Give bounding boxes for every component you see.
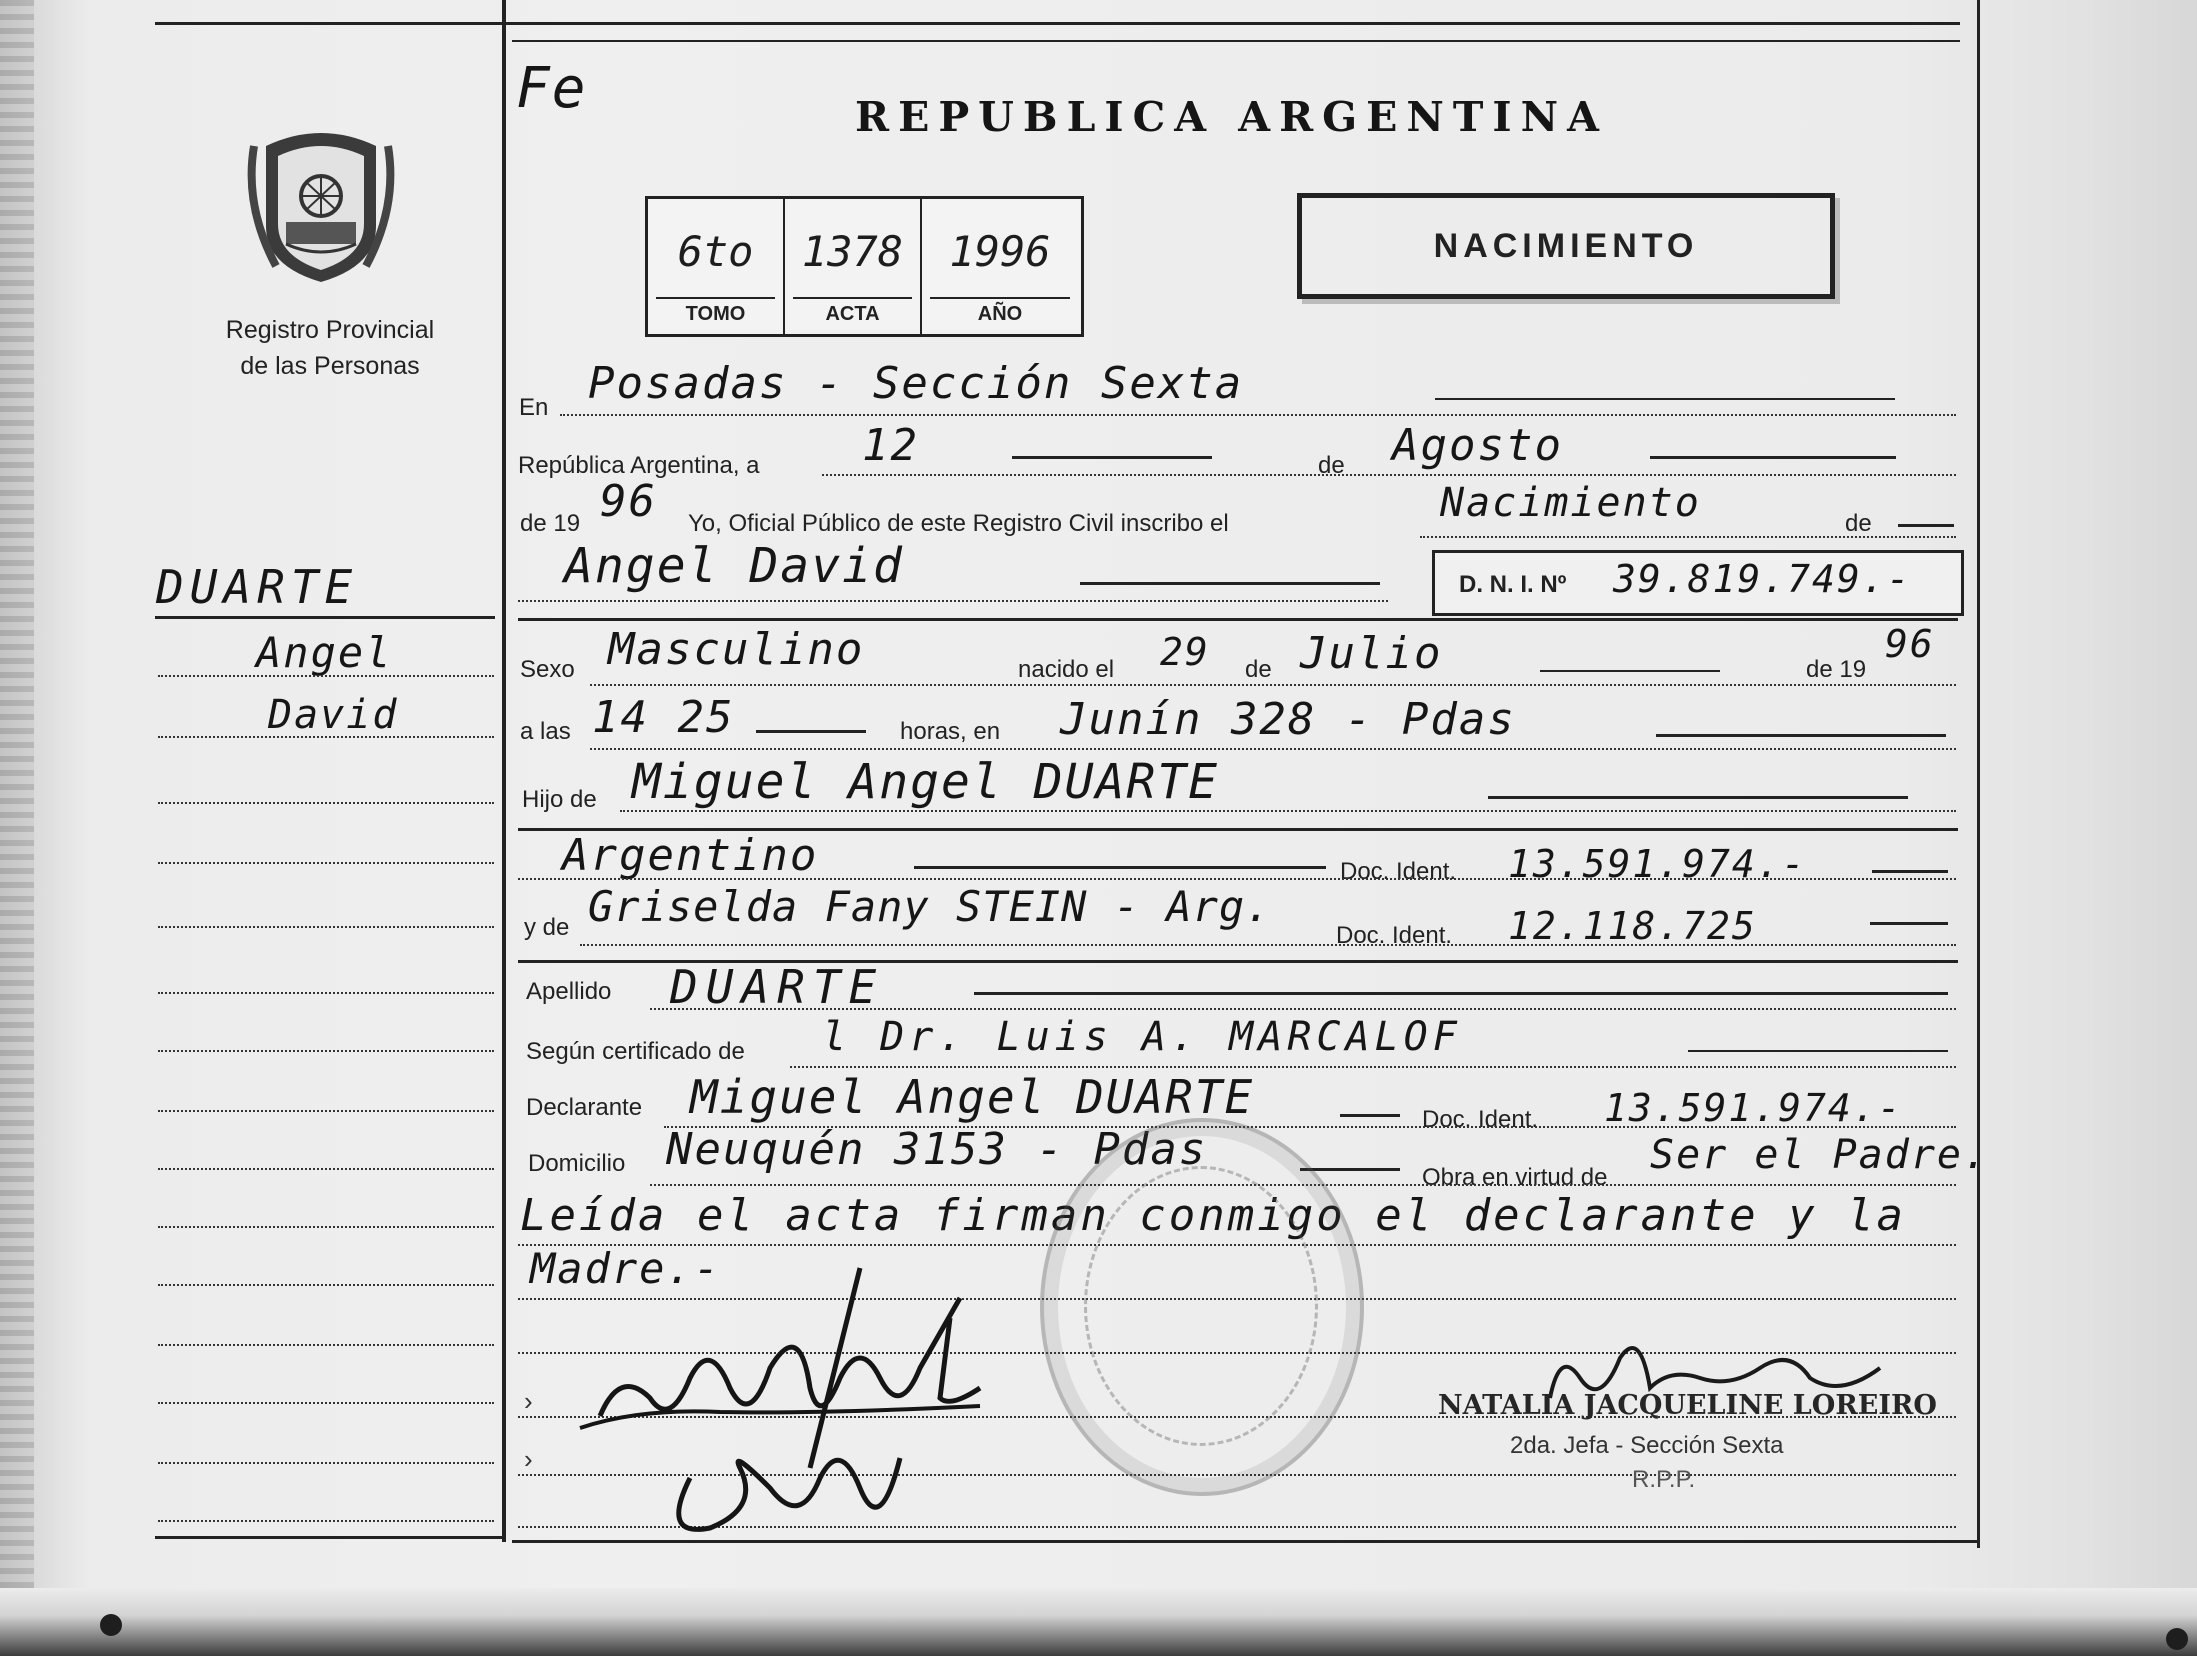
person-name-value: Angel David: [564, 538, 904, 594]
mother-doc-value: 12.118.725: [1508, 904, 1757, 948]
ano-cell: [922, 199, 1078, 334]
province-seal: [246, 126, 396, 286]
ano-label: AÑO: [930, 297, 1070, 326]
observation-line-1: Leída el acta firman conmigo el declarante y la: [520, 1190, 1907, 1241]
line-name: [518, 600, 1388, 602]
margin-surname: DUARTE: [156, 560, 359, 614]
birth-place-value: Junín 328 - Pdas: [1060, 694, 1516, 745]
line-act: [1420, 536, 1956, 538]
fill-dash: [1872, 870, 1948, 873]
fill-dash: [1300, 1168, 1400, 1171]
left-bottom-rule: [155, 1536, 505, 1539]
father-doc-value: 13.591.974.-: [1508, 842, 1807, 886]
margin-line: [158, 1344, 494, 1346]
chevron-right-icon: ›: [524, 1444, 533, 1474]
yde-label: y de: [524, 914, 570, 941]
fill-dash: [1688, 1050, 1948, 1052]
act-value: Nacimiento: [1440, 480, 1701, 526]
tomo-cell: [648, 199, 783, 334]
certificate-value: l Dr. Luis A. MARCALOF: [822, 1014, 1462, 1060]
fill-dash: [914, 866, 1326, 869]
registry-name-line1: Registro Provincial: [225, 316, 435, 344]
margin-line: [158, 1284, 494, 1286]
de19-label: de 19: [520, 510, 581, 537]
fill-dash: [1870, 922, 1948, 925]
father-value: Miguel Angel DUARTE: [632, 754, 1220, 810]
margin-name-2: David: [268, 692, 399, 738]
obra-value: Ser el Padre.: [1650, 1132, 1990, 1178]
line-en: [560, 414, 1956, 416]
birth-time-value: 14 25: [592, 692, 735, 743]
chevron-right-icon: ›: [524, 1386, 533, 1416]
margin-line: [158, 862, 494, 864]
fill-dash: [1656, 734, 1946, 737]
fill-dash: [1650, 456, 1896, 459]
year-value: 96: [600, 476, 657, 527]
margin-line: [158, 1110, 494, 1112]
binding-hole: [2166, 1628, 2188, 1650]
line-nat: [518, 878, 1956, 880]
declarant-value: Miguel Angel DUARTE: [690, 1070, 1255, 1124]
binding-hole: [100, 1614, 122, 1636]
fill-dash: [1488, 796, 1908, 799]
yo-label: Yo, Oficial Público de este Registro Civil inscribo el: [688, 510, 1229, 537]
horas-label: horas, en: [900, 718, 1001, 745]
right-border: [1977, 0, 1980, 1548]
de-label-2: de: [1245, 656, 1272, 683]
margin-line: [158, 1226, 494, 1228]
margin-line: [158, 802, 494, 804]
day-value: 12: [862, 420, 919, 471]
line-apellido: [650, 1008, 1956, 1010]
ano-value: 1996: [949, 227, 1051, 276]
place-value: Posadas - Sección Sexta: [588, 358, 1244, 409]
observation-line-2: Madre.-: [530, 1244, 722, 1293]
declarant-doc-value: 13.591.974.-: [1604, 1086, 1903, 1130]
nacido-label: nacido el: [1018, 656, 1115, 683]
fill-dash: [1340, 1114, 1400, 1117]
document-type-box: NACIMIENTO: [1297, 193, 1835, 299]
dni-label: D. N. I. Nº: [1459, 571, 1567, 598]
fill-dash: [1012, 456, 1212, 459]
fill-dash: [1898, 524, 1954, 527]
acta-cell: [785, 199, 920, 334]
margin-line: [158, 1462, 494, 1464]
fill-dash: [1540, 670, 1720, 672]
official-code: R.P.P.: [1632, 1466, 1696, 1493]
domicilio-label: Domicilio: [528, 1150, 626, 1177]
margin-line: [158, 1520, 494, 1522]
mother-doc-label: Doc. Ident.: [1336, 922, 1453, 949]
line-sexo: [590, 684, 1956, 686]
stamp-inner-ring: [1084, 1166, 1318, 1446]
seal-icon: [246, 126, 396, 286]
segun-label: Según certificado de: [526, 1038, 745, 1065]
dni-box: [1432, 550, 1964, 616]
birth-day-value: 29: [1160, 630, 1210, 674]
line-date: [822, 474, 1956, 476]
fe-annotation: Fe: [516, 56, 588, 121]
fill-dash: [756, 730, 866, 733]
margin-line: [158, 736, 494, 738]
de-label: de: [1318, 452, 1345, 479]
section-rule: [518, 618, 1958, 621]
tomo-value: 6to: [677, 227, 754, 276]
tomo-label: TOMO: [656, 297, 775, 326]
page-bottom-edge: [0, 1588, 2197, 1656]
column-divider: [502, 0, 506, 1542]
registry-name-line2: de las Personas: [240, 352, 420, 380]
margin-line: [158, 992, 494, 994]
registry-box: [645, 196, 1084, 337]
official-name: NATALIA JACQUELINE LOREIRO: [1438, 1390, 1937, 1421]
margin-name-1: Angel: [256, 628, 393, 677]
birth-month-value: Julio: [1300, 628, 1443, 679]
declarant-signature: [560, 1238, 1020, 1548]
line-hijo: [620, 810, 1956, 812]
father-doc-label: Doc. Ident.: [1340, 858, 1457, 885]
book-binding: [0, 0, 34, 1656]
fill-dash: [974, 992, 1948, 995]
document-title: REPUBLICA ARGENTINA: [855, 93, 1608, 141]
acta-label: ACTA: [793, 297, 912, 326]
surname-value: DUARTE: [670, 960, 885, 1014]
apellido-label: Apellido: [526, 978, 612, 1005]
obra-label: Obra en virtud de: [1422, 1164, 1608, 1191]
margin-line: [158, 675, 494, 677]
fill-dash: [1080, 582, 1380, 585]
line-mother: [580, 944, 1956, 946]
margin-line: [158, 926, 494, 928]
birth-year-value: 96: [1885, 622, 1935, 666]
margin-line: [158, 1402, 494, 1404]
declarante-label: Declarante: [526, 1094, 643, 1121]
en-label: En: [519, 394, 549, 421]
margin-line: [158, 1050, 494, 1052]
address-value: Neuquén 3153 - Pdas: [666, 1124, 1208, 1175]
sexo-label: Sexo: [520, 656, 575, 683]
line-alas: [590, 748, 1956, 750]
registry-name: [150, 312, 510, 384]
mother-value: Griselda Fany STEIN - Arg.: [588, 882, 1272, 931]
line-segun: [790, 1066, 1956, 1068]
top-rule-2: [512, 40, 1960, 42]
acta-value: 1378: [801, 227, 904, 276]
hijo-label: Hijo de: [522, 786, 597, 813]
month-value: Agosto: [1392, 420, 1563, 471]
sexo-value: Masculino: [608, 624, 865, 675]
margin-line: [158, 1168, 494, 1170]
official-role: 2da. Jefa - Sección Sexta: [1510, 1432, 1784, 1459]
official-stamp: [1040, 1118, 1364, 1496]
top-rule: [155, 22, 1960, 25]
fill-dash: [1435, 398, 1895, 400]
dni-value: 39.819.749.-: [1613, 557, 1912, 601]
de-end-label: de: [1845, 510, 1872, 537]
de19-label-2: de 19: [1806, 656, 1867, 683]
alas-label: a las: [520, 718, 571, 745]
margin-rule: [155, 616, 495, 619]
declarant-doc-label: Doc. Ident.: [1422, 1106, 1539, 1133]
father-nationality-value: Argentino: [562, 830, 819, 881]
republica-label: República Argentina, a: [518, 452, 760, 479]
